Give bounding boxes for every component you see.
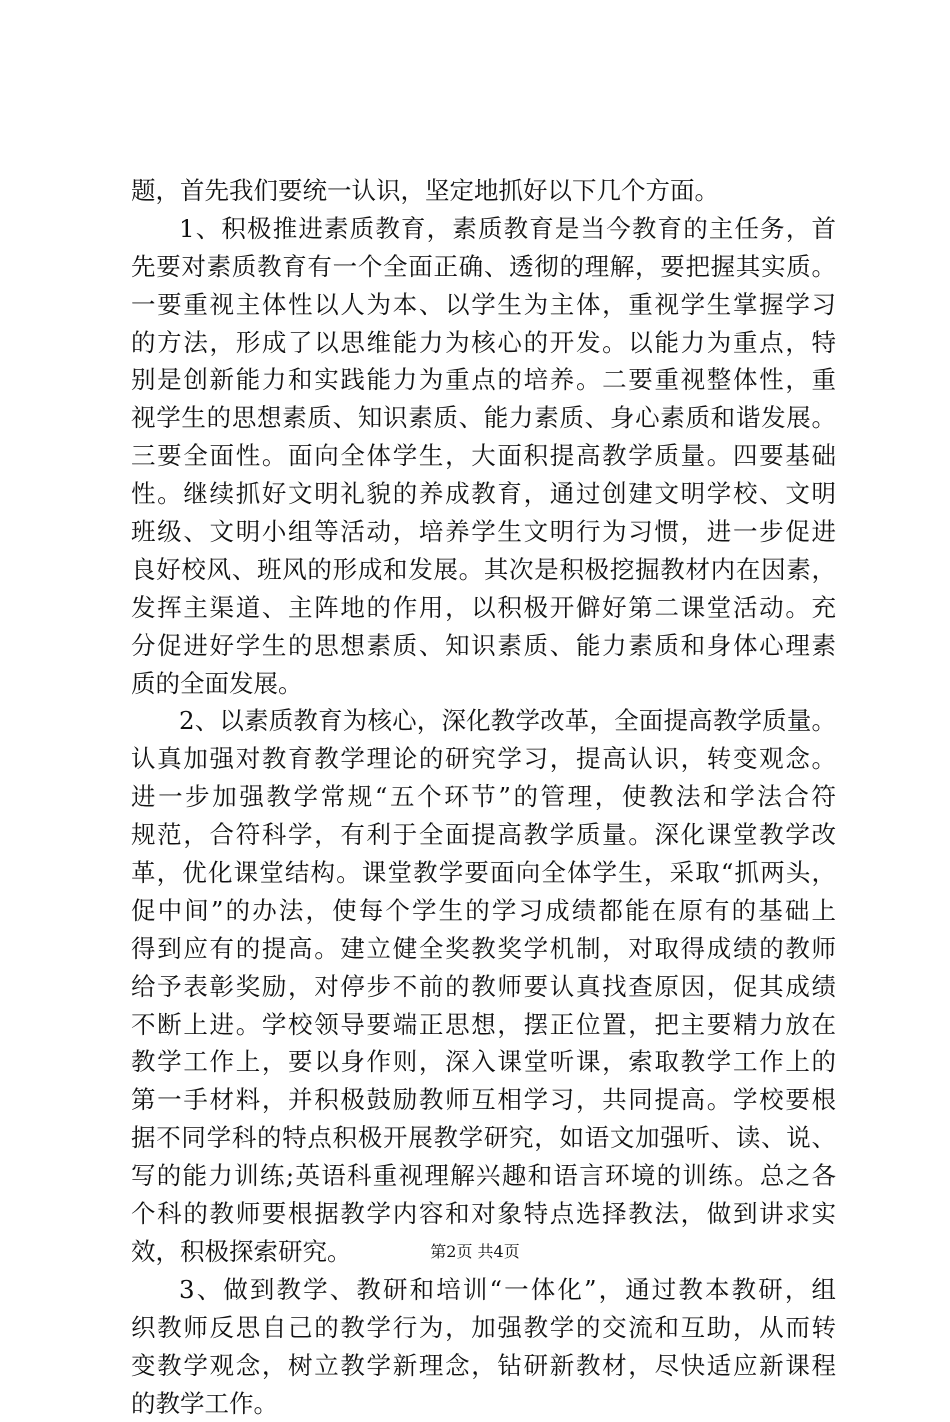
- text-line: 一要重视主体性以人为本、以学生为主体，重视学生掌握学习: [131, 286, 836, 324]
- text-line: 变教学观念，树立教学新理念，钻研新教材，尽快适应新课程: [131, 1347, 836, 1385]
- text-line: 不断上进。学校领导要端正思想，摆正位置，把主要精力放在: [131, 1006, 836, 1044]
- text-line: 分促进好学生的思想素质、知识素质、能力素质和身体心理素: [131, 627, 836, 665]
- text-line: 认真加强对教育教学理论的研究学习，提高认识，转变观念。: [131, 740, 836, 778]
- text-line: 1、积极推进素质教育，素质教育是当今教育的主任务，首: [131, 210, 836, 248]
- text-line: 的方法，形成了以思维能力为核心的开发。以能力为重点，特: [131, 324, 836, 362]
- document-body: [131, 172, 836, 1422]
- text-line: 革，优化课堂结构。课堂教学要面向全体学生，采取“抓两头，: [131, 854, 836, 892]
- text-line: 给予表彰奖励，对停步不前的教师要认真找查原因，促其成绩: [131, 968, 836, 1006]
- text-line: 3、做到教学、教研和培训“一体化”，通过教本教研，组: [131, 1271, 836, 1309]
- text-line: 的教学工作。: [131, 1385, 836, 1422]
- text-line: 进一步加强教学常规“五个环节”的管理，使教法和学法合符: [131, 778, 836, 816]
- text-line: 个科的教师要根据教学内容和对象特点选择教法，做到讲求实: [131, 1195, 836, 1233]
- text-line: 别是创新能力和实践能力为重点的培养。二要重视整体性，重: [131, 361, 836, 399]
- text-line: 2、以素质教育为核心，深化教学改革，全面提高教学质量。: [131, 702, 836, 740]
- text-line: 得到应有的提高。建立健全奖教奖学机制，对取得成绩的教师: [131, 930, 836, 968]
- text-line: 先要对素质教育有一个全面正确、透彻的理解，要把握其实质。: [131, 248, 836, 286]
- text-line: 质的全面发展。: [131, 665, 836, 703]
- text-line: 写的能力训练;英语科重视理解兴趣和语言环境的训练。总之各: [131, 1157, 836, 1195]
- text-line: 教学工作上，要以身作则，深入课堂听课，索取教学工作上的: [131, 1043, 836, 1081]
- text-line: 效，积极探索研究。: [131, 1233, 836, 1271]
- text-line: 视学生的思想素质、知识素质、能力素质、身心素质和谐发展。: [131, 399, 836, 437]
- text-line: 促中间”的办法，使每个学生的学习成绩都能在原有的基础上: [131, 892, 836, 930]
- text-line: 发挥主渠道、主阵地的作用，以积极开僻好第二课堂活动。充: [131, 589, 836, 627]
- page-footer: 第2页 共4页: [0, 1241, 950, 1263]
- text-line: 题，首先我们要统一认识，坚定地抓好以下几个方面。: [131, 172, 836, 210]
- text-line: 规范，合符科学，有利于全面提高教学质量。深化课堂教学改: [131, 816, 836, 854]
- text-line: 据不同学科的特点积极开展教学研究，如语文加强听、读、说、: [131, 1119, 836, 1157]
- text-line: 织教师反思自己的教学行为，加强教学的交流和互助，从而转: [131, 1309, 836, 1347]
- text-line: 性。继续抓好文明礼貌的养成教育，通过创建文明学校、文明: [131, 475, 836, 513]
- text-line: 良好校风、班风的形成和发展。其次是积极挖掘教材内在因素，: [131, 551, 836, 589]
- text-line: 第一手材料，并积极鼓励教师互相学习，共同提高。学校要根: [131, 1081, 836, 1119]
- text-line: 班级、文明小组等活动，培养学生文明行为习惯，进一步促进: [131, 513, 836, 551]
- text-line: 三要全面性。面向全体学生，大面积提高教学质量。四要基础: [131, 437, 836, 475]
